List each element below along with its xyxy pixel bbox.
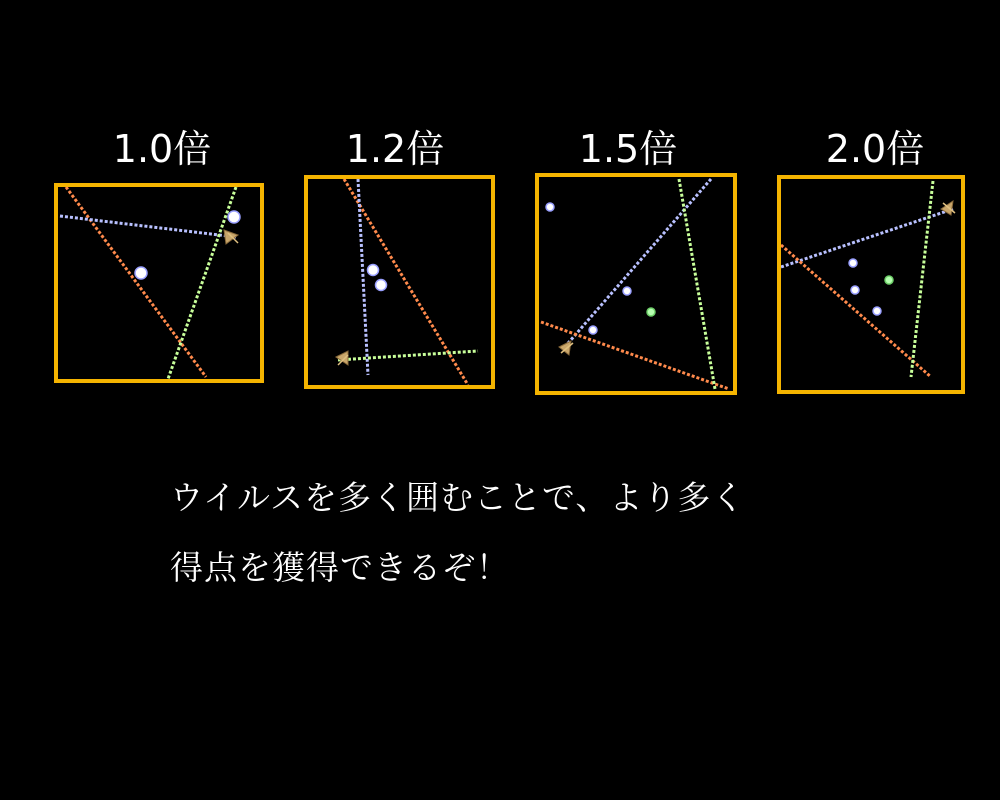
line-blue: [563, 179, 711, 349]
caption-line-2: 得点を獲得できるぞ！: [170, 548, 510, 587]
game-panel-1-canvas: [58, 187, 260, 379]
virus: [376, 280, 387, 291]
virus: [228, 211, 240, 223]
line-green: [338, 351, 478, 360]
virus: [368, 265, 379, 276]
virus: [546, 203, 554, 211]
virus: [849, 259, 857, 267]
game-panel-3: [535, 173, 737, 395]
virus-green: [647, 308, 655, 316]
game-panel-4-canvas: [781, 179, 961, 390]
game-panel-1: [54, 183, 264, 383]
caption-line-1: ウイルスを多く囲むことで、より多く: [170, 478, 746, 517]
line-green: [168, 187, 236, 379]
multiplier-label-2: 1.2倍: [345, 127, 445, 171]
multiplier-label-4: 2.0倍: [825, 127, 925, 171]
virus: [873, 307, 881, 315]
ship-icon: [224, 230, 238, 244]
line-green: [911, 181, 933, 377]
multiplier-label-3: 1.5倍: [578, 127, 678, 171]
line-green: [679, 179, 715, 389]
line-orange: [66, 187, 206, 377]
game-panel-2-canvas: [308, 179, 491, 385]
line-blue: [60, 216, 236, 237]
virus: [589, 326, 597, 334]
virus: [851, 286, 859, 294]
game-panel-3-canvas: [539, 177, 733, 391]
virus: [135, 267, 147, 279]
line-blue: [358, 179, 368, 375]
game-panel-2: [304, 175, 495, 389]
ship-icon: [336, 351, 348, 365]
game-panel-4: [777, 175, 965, 394]
virus: [623, 287, 631, 295]
multiplier-label-1: 1.0倍: [112, 127, 212, 171]
ship-icon: [559, 341, 573, 355]
virus-green: [885, 276, 893, 284]
